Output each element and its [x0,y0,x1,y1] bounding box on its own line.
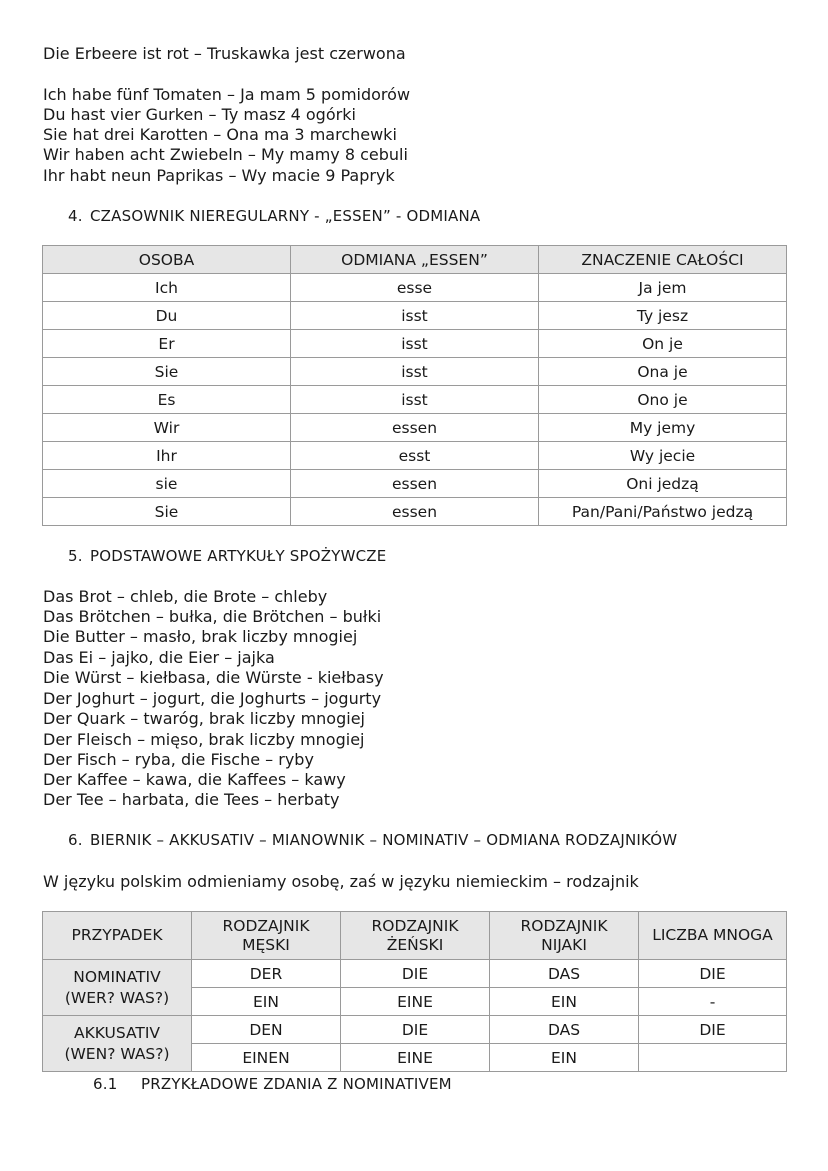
cell: EIN [490,988,639,1016]
food-item: Der Quark – twaróg, brak liczby mnogiej [43,709,365,728]
cell: Ona je [539,358,787,386]
food-item: Die Butter – masło, brak liczby mnogiej [43,627,358,646]
header-line: RODZAJNIK [520,916,608,935]
column-header: OSOBA [43,246,291,274]
cell: Es [43,386,291,414]
cell: isst [291,386,539,414]
cell: essen [291,470,539,498]
header-line: ŻEŃSKI [386,935,444,954]
cell: Ty jesz [539,302,787,330]
cell: My jemy [539,414,787,442]
case-question: (WEN? WAS?) [64,1044,170,1063]
intro-sentence: Ihr habt neun Paprikas – Wy macie 9 Papryk [43,166,395,185]
cell: Ihr [43,442,291,470]
header-line: RODZAJNIK [222,916,310,935]
section-title: PODSTAWOWE ARTYKUŁY SPOŻYWCZE [90,547,387,565]
section-6-1-heading [93,1074,452,1094]
food-item: Das Brot – chleb, die Brote – chleby [43,587,328,606]
table-header-row [43,912,787,960]
case-label [43,1016,192,1072]
section-6-intro: W języku polskim odmieniamy osobę, zaś w języku niemieckim – rodzajnik [43,872,639,891]
intro-sentence: Wir haben acht Zwiebeln – My mamy 8 cebuli [43,145,408,164]
intro-sentence: Du hast vier Gurken – Ty masz 4 ogórki [43,105,356,124]
cell: DIE [341,1016,490,1044]
column-header: PRZYPADEK [43,912,192,960]
column-header: LICZBA MNOGA [639,912,787,960]
cell: DAS [490,960,639,988]
cell: DIE [639,960,787,988]
header-line: NIJAKI [541,935,587,954]
section-5-heading [68,546,386,566]
table-row [43,414,787,442]
column-header [341,912,490,960]
food-item: Das Ei – jajko, die Eier – jajka [43,648,275,667]
table-row [43,386,787,414]
section-number: 6.1 [93,1075,118,1093]
cell: isst [291,330,539,358]
column-header: ODMIANA „ESSEN” [291,246,539,274]
cell [639,1044,787,1072]
cell: Du [43,302,291,330]
section-4-heading [68,206,480,226]
case-question: (WER? WAS?) [64,988,170,1007]
cell: DAS [490,1016,639,1044]
food-item: Der Joghurt – jogurt, die Joghurts – jogurty [43,689,382,708]
cell: EINEN [192,1044,341,1072]
column-header: ZNACZENIE CAŁOŚCI [539,246,787,274]
cell: DER [192,960,341,988]
essen-conjugation-table [42,245,787,526]
table-row [43,358,787,386]
cell: EINE [341,1044,490,1072]
section-title: BIERNIK – AKKUSATIV – MIANOWNIK – NOMINATIV – ODMIANA RODZAJNIKÓW [90,831,678,849]
header-line: RODZAJNIK [371,916,459,935]
cell: DIE [639,1016,787,1044]
cell: Ono je [539,386,787,414]
table-row [43,274,787,302]
food-item: Der Tee – harbata, die Tees – herbaty [43,790,340,809]
cell: DEN [192,1016,341,1044]
case-name: AKKUSATIV [73,1023,161,1042]
cell: DIE [341,960,490,988]
table-header-row [43,246,787,274]
cell: Ich [43,274,291,302]
intro-line: Die Erbeere ist rot – Truskawka jest czerwona [43,44,406,63]
table-row [43,442,787,470]
food-item: Der Fisch – ryba, die Fische – ryby [43,750,314,769]
food-item: Die Würst – kiełbasa, die Würste - kiełbasy [43,668,384,687]
table-row [43,498,787,526]
table-row [43,330,787,358]
intro-sentence: Sie hat drei Karotten – Ona ma 3 marchewki [43,125,397,144]
cell: - [639,988,787,1016]
articles-table [42,911,787,1072]
cell: Wir [43,414,291,442]
cell: Ja jem [539,274,787,302]
column-header [192,912,341,960]
cell: isst [291,358,539,386]
section-6-heading [68,830,677,850]
cell: esse [291,274,539,302]
cell: EIN [192,988,341,1016]
food-item: Der Kaffee – kawa, die Kaffees – kawy [43,770,346,789]
cell: essen [291,414,539,442]
header-line: MĘSKI [242,935,290,954]
cell: On je [539,330,787,358]
cell: Wy jecie [539,442,787,470]
cell: Pan/Pani/Państwo jedzą [539,498,787,526]
case-name: NOMINATIV [73,967,161,986]
cell: Er [43,330,291,358]
column-header [490,912,639,960]
cell: EINE [341,988,490,1016]
section-number: 5. [68,547,83,565]
table-row [43,1016,787,1044]
section-title: PRZYKŁADOWE ZDANIA Z NOMINATIVEM [141,1075,452,1093]
section-number: 4. [68,207,83,225]
table-row [43,960,787,988]
cell: Sie [43,358,291,386]
table-row [43,302,787,330]
section-title: CZASOWNIK NIEREGULARNY - „ESSEN” - ODMIANA [90,207,481,225]
cell: Oni jedzą [539,470,787,498]
cell: isst [291,302,539,330]
cell: sie [43,470,291,498]
food-item: Der Fleisch – mięso, brak liczby mnogiej [43,730,365,749]
cell: essen [291,498,539,526]
food-item: Das Brötchen – bułka, die Brötchen – bułki [43,607,382,626]
intro-sentence: Ich habe fünf Tomaten – Ja mam 5 pomidorów [43,85,411,104]
table-row [43,470,787,498]
cell: esst [291,442,539,470]
cell: Sie [43,498,291,526]
cell: EIN [490,1044,639,1072]
case-label [43,960,192,1016]
section-number: 6. [68,831,83,849]
